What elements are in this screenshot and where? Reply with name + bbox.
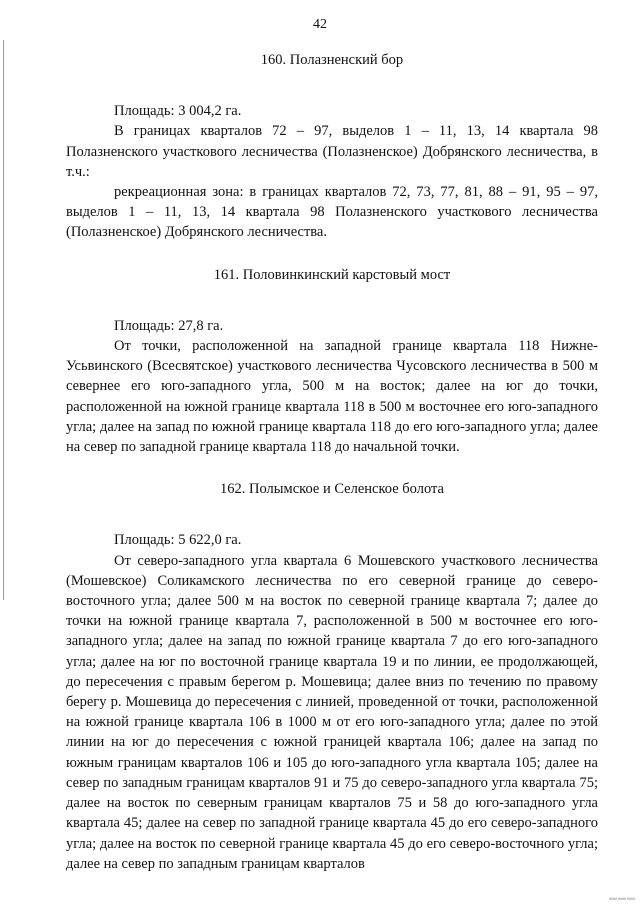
section-162 [66, 479, 598, 873]
scan-stamp-mark: ▬▬▬ [609, 893, 636, 902]
area-text: Площадь: 3 004,2 га. [114, 103, 242, 120]
scan-margin-line [3, 40, 4, 600]
section-title: 162. Полымское и Селенское болота [220, 481, 444, 498]
recreation-zone-paragraph: рекреационная зона: в границах кварталов 72, 73, 77, 81, 88 – 91, 95 – 97, выделов 1 – 11, 13, 14 квартала 98 Полазненского участкового лесничества (Полазненское) Добрянского лесничества. [66, 184, 598, 241]
section-161 [66, 265, 598, 480]
area-text: Площадь: 27,8 га. [114, 317, 224, 334]
description-paragraph: От северо-западного угла квартала 6 Мошевского участкового лесничества (Мошевское) Соликамского лесничества по его северной границе до северо-восточного угла; далее 500 м на восток по северной границе квартала 7; далее до точки на южной границе квартала 7, расположенной в 500 м восточнее его юго-западного угла; далее на запад по южной границе квартала 7 до его юго-западного угла; далее на юг по восточной границе квартала 19 и по линии, ее продолжающей, до пересечения с правым берегом р. Мошевица; далее вниз по течению по правому берегу р. Мошевица до пересечения с линией, проведенной от точки, расположенной на южной границе квартала 106 в 1000 м от его юго-западного угла; далее по этой линии на юг до пересечения с южной границей квартала 106; далее на запад по южным границам кварталов 106 и 105 до юго-западного угла квартала 105; далее на север по западным границам кварталов 91 и 75 до северо-западного угла квартала 75; далее на восток по северным границам кварталов 75 и 58 до юго-западного угла квартала 45; далее на север по западной границе квартала 45 до его северо-западного угла; далее на восток по северной границе квартала 45 до его северо-восточного угла; далее на север по западным границам кварталов [66, 552, 598, 872]
section-title: 161. Половинкинский карстовый мост [213, 266, 451, 283]
description-paragraph: От точки, расположенной на западной границе квартала 118 Нижне-Усьвинского (Всесвятское) участкового лесничества Чусовского лесничества в 500 м севернее его юго-западного угла, 500 м на восток; далее на юг до точки, расположенной на южной границе квартала 118 в 500 м восточнее его юго-западного угла; далее на запад по южной границе квартала 118 до его юго-западного угла; далее на север по западной границе квартала 118 до начальной точки. [66, 338, 598, 456]
page-number: 42 [313, 17, 327, 32]
document-body [66, 50, 598, 874]
section-title: 160. Полазненский бор [260, 52, 404, 68]
area-text: Площадь: 5 622,0 га. [114, 532, 242, 549]
continued-text-block [66, 551, 598, 874]
section-160 [66, 50, 598, 265]
description-paragraph: В границах кварталов 72 – 97, выделов 1 – 11, 13, 14 квартала 98 Полазненского участкового лесничества (Полазненское) Добрянского лесничества, в т.ч.: [66, 123, 598, 180]
